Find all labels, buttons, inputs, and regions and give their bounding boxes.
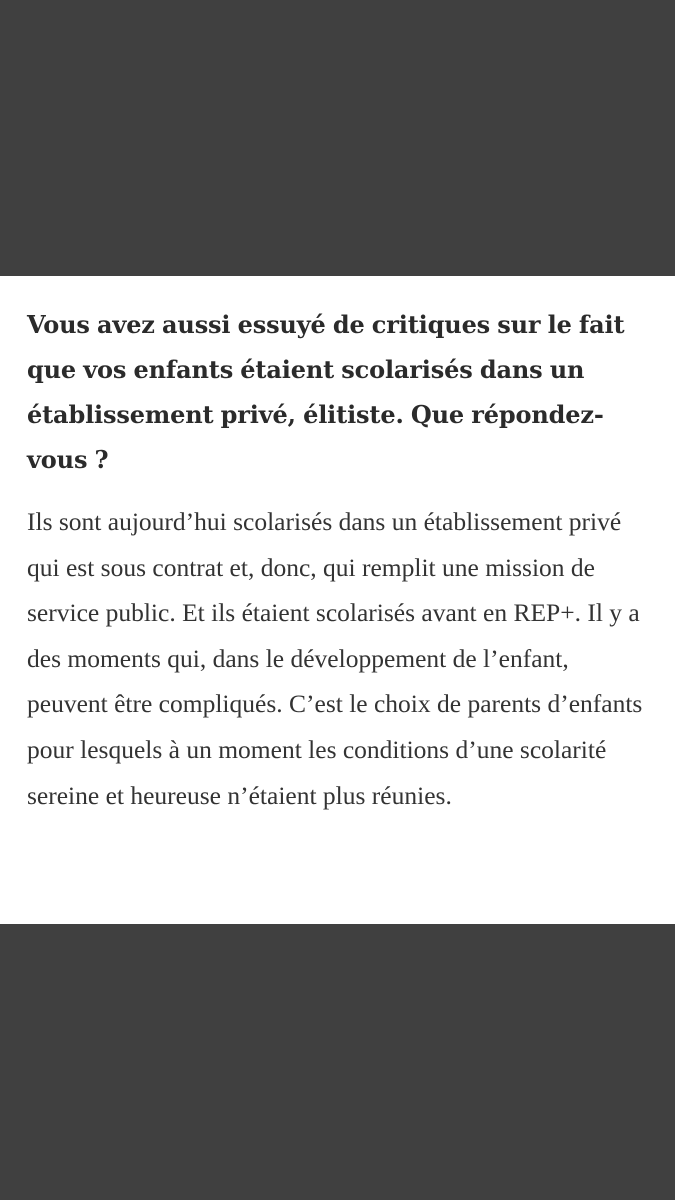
interview-question: Vous avez aussi essuyé de critiques sur le fait que vos enfants étaient scolarisés dans un établissement privé, élitiste. Que répondez-vous ? <box>27 310 625 474</box>
article-excerpt <box>0 276 675 924</box>
interview-answer: Ils sont aujourd’hui scolarisés dans un établissement privé qui est sous contrat et, donc, qui remplit une mission de service public. Et ils étaient scolarisés avant en REP+. Il y a des moments qui, dans le développement de l’enfant, peuvent être compliqués. C’est le choix de parents d’enfants pour lesquels à un moment les conditions d’une scolarité sereine et heureuse n’étaient plus réunies. <box>27 507 643 810</box>
